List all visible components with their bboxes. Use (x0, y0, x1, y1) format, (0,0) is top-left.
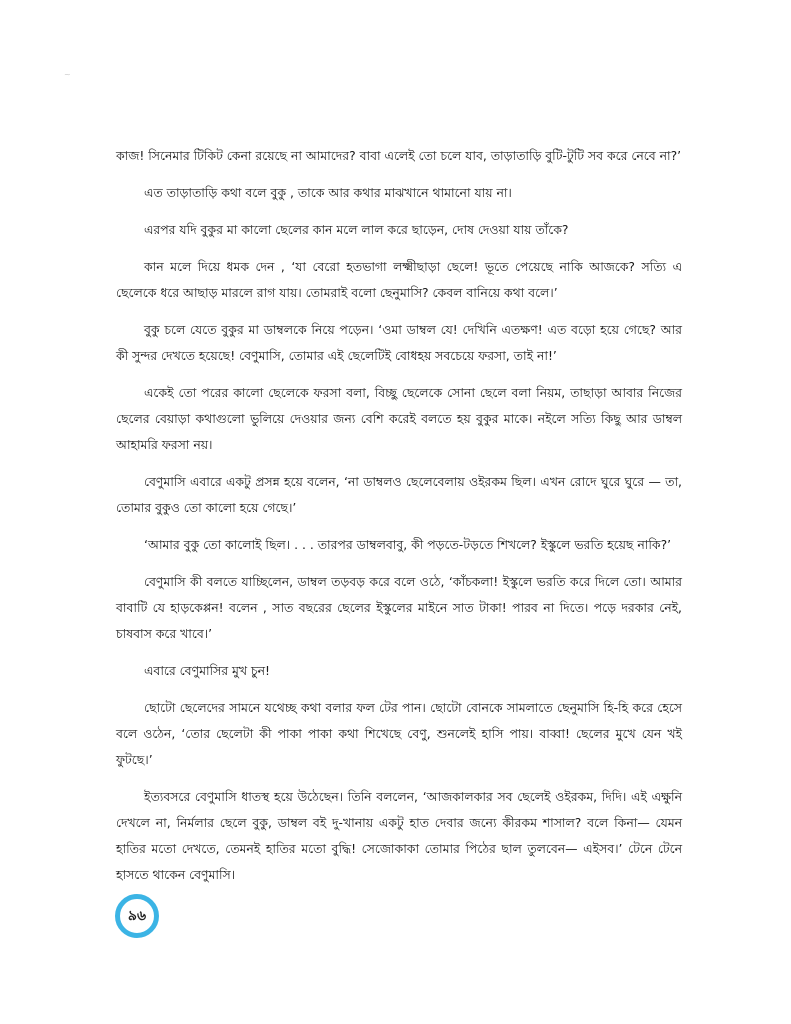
page-number: ৯৬ (127, 908, 147, 924)
paragraph: এরপর যদি বুকুর মা কালো ছেলের কান মলে লাল করে ছাড়েন, দোষ দেওয়া যায় তাঁকে? (144, 222, 569, 237)
paragraph: কান মলে দিয়ে ধমক দেন , ‘যা বেরো হতভাগা লক্ষ্মীছাড়া ছেলে! ভূতে পেয়েছে নাকি আজকে? সত্যি এ ছেলেকে ধরে আছাড় মারলে রাগ যায়। তোমরাই বলো ছেনুমাসি? কেবল বানিয়ে কথা বলে।’ (116, 259, 682, 300)
paragraph: কাজ! সিনেমার টিকিট কেনা রয়েছে না আমাদের? বাবা এলেই তো চলে যাব, তাড়াতাড়ি বুটি-টুটি সব করে নেবে না?’ (116, 148, 682, 163)
paragraph: ‘আমার বুকু তো কালোই ছিল। . . . তারপর ডাম্বলবাবু, কী পড়তে-টড়তে শিখলে? ইস্কুলে ভরতি হয়েছ নাকি?’ (144, 537, 672, 552)
paragraph: বুকু চলে যেতে বুকুর মা ডাম্বলকে নিয়ে পড়েন। ‘ওমা ডাম্বল যে! দেখিনি এতক্ষণ! এত বড়ো হয়ে গেছে? আর কী সুন্দর দেখতে হয়েছে! বেণুমাসি, তোমার এই ছেলেটিই বোধহয় সবচেয়ে ফরসা, তাই না!’ (116, 322, 682, 363)
paragraph: ইত্যবসরে বেণুমাসি ধাতস্থ হয়ে উঠেছেন। তিনি বললেন, ‘আজকালকার সব ছেলেই ওইরকম, দিদি। এই এক্ষুনি দেখলে না, নির্মলার ছেলে বুকু, ডাম্বল বই দু-খানায় একটু হাত দেবার জন্যে কীরকম শাসাল? বলে কিনা— যেমন হাতির মতো দেখতে, তেমনই হাতির মতো বুদ্ধি! সেজোকাকা তোমার পিঠের ছাল তুলবেন— এইসব।’ টেনে টেনে হাসতে থাকেন বেণুমাসি। (116, 789, 682, 882)
paragraph: বেণুমাসি কী বলতে যাচ্ছিলেন, ডাম্বল তড়বড় করে বলে ওঠে, ‘কাঁচকলা! ইস্কুলে ভরতি করে দিলে তো। আমার বাবাটি যে হাড়কেপ্পন! বলেন , সাত বছরের ছেলের ইস্কুলের মাইনে সাত টাকা! পারব না দিতে। পড়ে দরকার নেই, চাষবাস করে খাবে।’ (116, 574, 682, 641)
corner-mark: ~ (64, 70, 71, 79)
paragraph: ছোটো ছেলেদের সামনে যথেচ্ছ কথা বলার ফল টের পান। ছোটো বোনকে সামলাতে ছেনুমাসি হি-হি করে হেসে বলে ওঠেন, ‘তোর ছেলেটা কী পাকা পাকা কথা শিখেছে বেণু, শুনলেই হাসি পায়। বাব্বা! ছেলের মুখে যেন খই ফুটছে।’ (116, 700, 682, 767)
paragraph: বেণুমাসি এবারে একটু প্রসন্ন হয়ে বলেন, ‘না ডাম্বলও ছেলেবেলায় ওইরকম ছিল। এখন রোদে ঘুরে ঘুরে — তা, তোমার বুকুও তো কালো হয়ে গেছে।’ (116, 474, 682, 515)
paragraph: এত তাড়াতাড়ি কথা বলে বুকু , তাকে আর কথার মাঝখানে থামানো যায় না। (144, 185, 512, 200)
paragraph: এবারে বেণুমাসির মুখ চুন! (144, 663, 271, 678)
story-text (116, 143, 682, 899)
page-number-badge (115, 894, 159, 938)
paragraph: একেই তো পরের কালো ছেলেকে ফরসা বলা, বিচ্ছু ছেলেকে সোনা ছেলে বলা নিয়ম, তাছাড়া আবার নিজের ছেলের বেয়াড়া কথাগুলো ভুলিয়ে দেওয়ার জন্য বেশি করেই বলতে হয় বুকুর মাকে। নইলে সত্যি কিছু আর ডাম্বল আহামরি ফরসা নয়। (116, 385, 682, 452)
